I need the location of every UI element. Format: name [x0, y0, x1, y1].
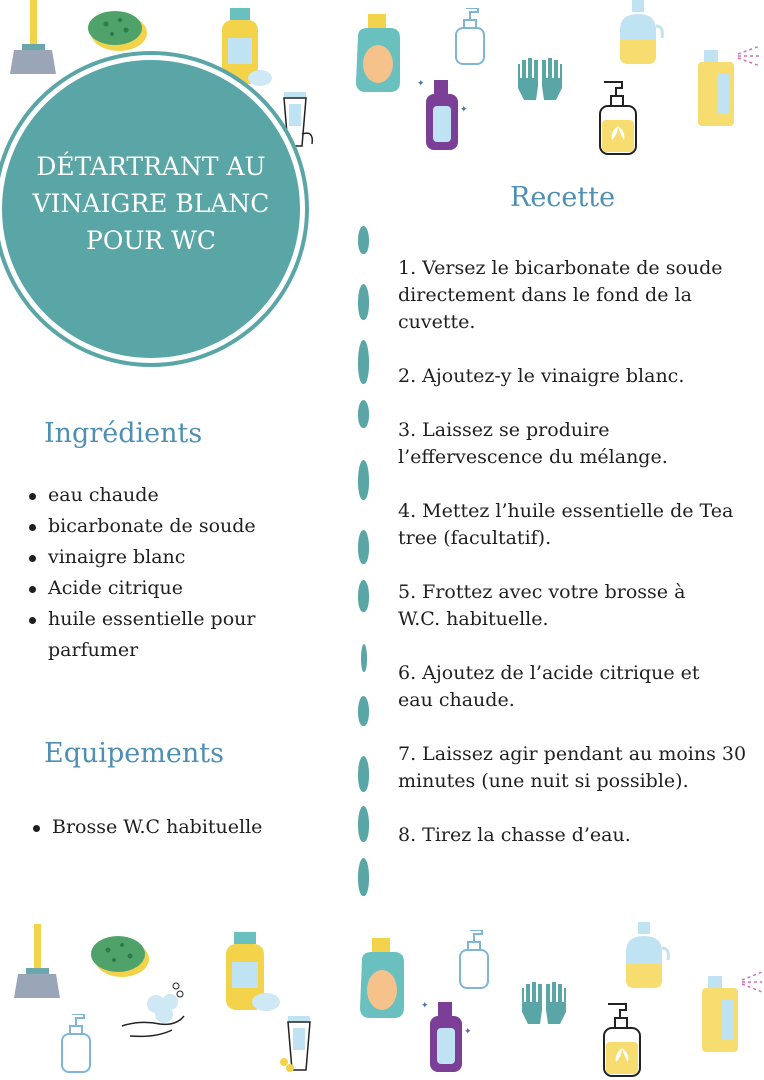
list-item: 4. Mettez l’huile essentielle de Tea tree (facultatif). [398, 500, 734, 549]
list-item: 2. Ajoutez-y le vinaigre blanc. [398, 365, 685, 387]
list-item: eau chaude [28, 480, 318, 511]
svg-text:✦: ✦ [421, 1001, 429, 1011]
ingredients-list [28, 480, 318, 666]
pump-bottle-icon [456, 930, 492, 990]
svg-text:✦: ✦ [417, 79, 425, 89]
shampoo-bottle-icon [218, 8, 274, 88]
list-item: 3. Laissez se produire l’effervescence du mélange. [398, 419, 668, 468]
tube-icon [276, 1014, 324, 1076]
spray-can-icon [696, 44, 762, 128]
recipe-steps [398, 255, 748, 876]
spray-can-icon [700, 970, 764, 1054]
soap-dispenser-icon [594, 78, 644, 158]
equipment-list [32, 812, 322, 843]
list-item: vinaigre blanc [28, 542, 318, 573]
recipe-heading: Recette [510, 182, 616, 213]
list-item: bicarbonate de soude [28, 511, 318, 542]
foam-hand-icon [120, 980, 190, 1040]
title-circle [2, 60, 300, 358]
ingredients-heading: Ingrédients [44, 418, 203, 449]
oil-jar-icon [618, 922, 670, 990]
broom-icon [14, 924, 64, 1000]
detergent-bottle-icon [354, 938, 412, 1020]
sponge-icon [88, 930, 150, 980]
svg-text:✦: ✦ [464, 1027, 472, 1037]
svg-text:✦: ✦ [460, 105, 468, 115]
page-title: DÉTARTRANT AU VINAIGRE BLANC POUR WC [32, 152, 270, 255]
list-item: 1. Versez le bicarbonate de soude directement dans le fond de la cuvette. [398, 257, 723, 333]
soap-dispenser-icon [598, 1000, 648, 1078]
detergent-bottle-icon [350, 14, 406, 94]
list-item: Brosse W.C habituelle [32, 812, 322, 843]
list-item: 5. Frottez avec votre brosse à W.C. habituelle. [398, 581, 686, 630]
list-item: 6. Ajoutez de l’acide citrique et eau chaude. [398, 662, 700, 711]
pump-bottle-icon [452, 8, 488, 66]
list-item: 8. Tirez la chasse d’eau. [398, 824, 631, 846]
oil-jar-icon [612, 0, 664, 66]
spray-bottle-icon [418, 994, 474, 1074]
pump-bottle-icon [58, 1014, 94, 1074]
list-item: Acide citrique [28, 573, 318, 604]
list-item: 7. Laissez agir pendant au moins 30 minutes (une nuit si possible). [398, 743, 747, 792]
gloves-icon [514, 50, 566, 102]
gloves-icon [518, 974, 570, 1026]
spray-bottle-icon [414, 72, 470, 152]
broom-icon [8, 0, 58, 78]
sponge-icon [86, 6, 148, 54]
list-item: huile essentielle pour parfumer [28, 604, 278, 666]
equipment-heading: Equipements [44, 738, 224, 769]
shampoo-bottle-icon [222, 932, 282, 1014]
